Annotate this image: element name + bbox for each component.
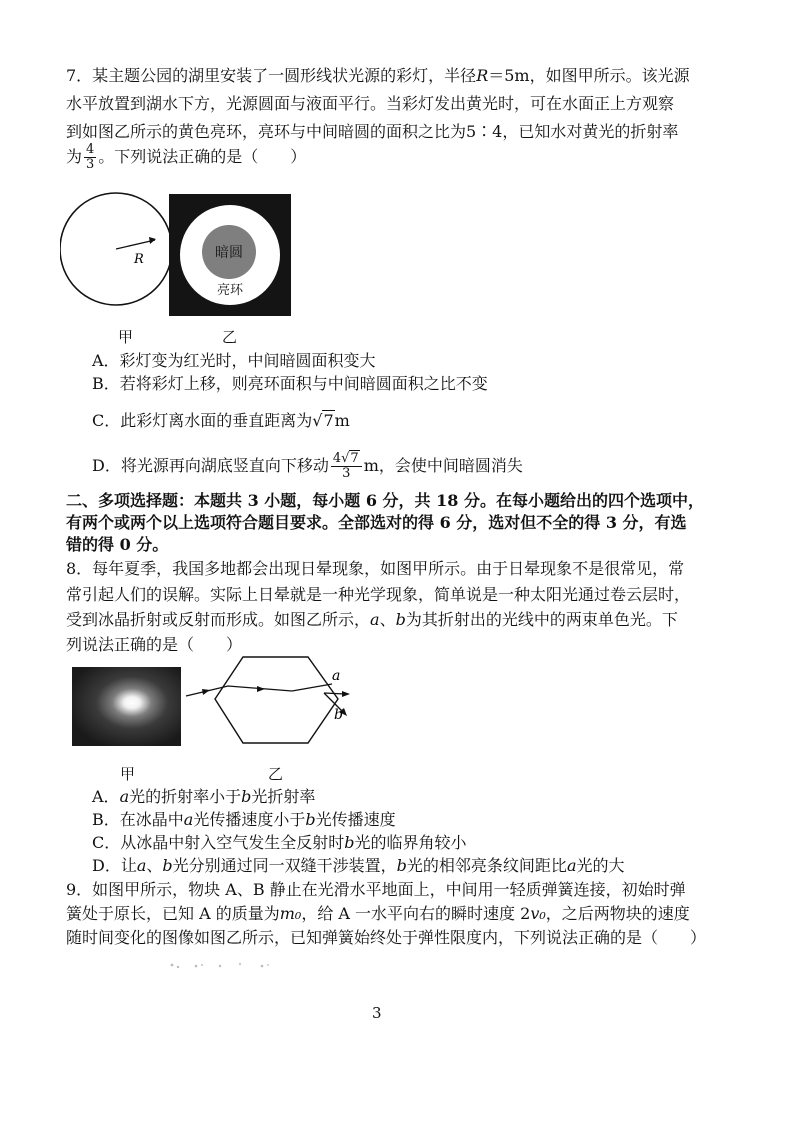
numerator-coefficient: 4 — [332, 451, 342, 466]
unit-m: m — [334, 411, 350, 430]
scan-artifact — [168, 958, 278, 972]
ray-arrowhead — [257, 686, 265, 692]
q8-option-text: 、 — [146, 856, 163, 875]
q7-figures — [60, 186, 310, 326]
ray-segment — [292, 684, 332, 691]
q8-option-text: A． — [92, 787, 120, 806]
q8-line-4: 列说法正确的是（ ） — [66, 635, 243, 654]
q8-line-1: 8．每年夏季，我国多地都会出现日晕现象，如图甲所示。由于日晕现象不是很常见，常 — [66, 559, 685, 578]
sqrt-radicand: 7 — [323, 411, 334, 430]
q8-caption-yi: 乙 — [268, 765, 284, 783]
ray-b-label: b — [334, 707, 343, 723]
q8-option-text: 光传播速度 — [315, 810, 396, 829]
q8-caption-jia: 甲 — [120, 765, 136, 783]
ray-a-label: a — [332, 668, 341, 684]
var-b: b — [241, 787, 252, 806]
incident-ray — [186, 686, 292, 696]
q8-option-text: 光的折射率小于 — [129, 787, 242, 806]
q7-option-c-text: C．此彩灯离水面的垂直距离为 — [92, 411, 313, 430]
sqrt-radicand: 7 — [350, 451, 359, 466]
q8-text: 为其折射出的光线中的两束单色光。下 — [405, 610, 678, 629]
q8-option-text: 光的临界角较小 — [354, 833, 467, 852]
var-b: b — [344, 833, 355, 852]
q9-text: ，给 A 一水平向右的瞬时速度 2 — [301, 904, 531, 923]
var-a: a — [566, 856, 577, 875]
q8-text: 、 — [379, 610, 396, 629]
q8-option-c — [92, 833, 467, 853]
q9-text: ，之后两物块的速度 — [545, 904, 690, 923]
q8-figures — [60, 655, 380, 760]
q8-line-3 — [66, 610, 678, 630]
var-b: b — [396, 856, 407, 875]
q7-radius-var: R — [476, 66, 489, 85]
var-b: b — [395, 610, 406, 629]
q8-option-text: D．让 — [92, 856, 137, 875]
var-a: a — [370, 610, 380, 629]
q8-option-text: B．在冰晶中 — [92, 810, 184, 829]
section2-line-2: 有两个或两个以上选项符合题目要求。全部选对的得 6 分，选对但不全的得 3 分，有选 — [66, 513, 687, 532]
q7-text: ＝5m，如图甲所示。该光源 — [488, 66, 690, 85]
ray-a-arrowhead — [342, 691, 350, 697]
q8-option-text: 光分别通过同一双缝干涉装置， — [172, 856, 397, 875]
sun-halo-photo — [72, 667, 181, 746]
q9-line-2 — [66, 904, 690, 924]
ice-crystal-hexagon — [215, 657, 341, 743]
velocity-v0: v₀ — [530, 904, 546, 923]
q8-option-d — [92, 856, 625, 876]
refractive-index-fraction — [84, 143, 96, 172]
q8-line-2: 常引起人们的误解。实际上日晕就是一种光学现象，简单说是一种太阳光通过卷云层时， — [66, 585, 691, 604]
fraction-denominator: 3 — [86, 157, 95, 172]
q9-line-1: 9．如图甲所示，物块 A、B 静止在光滑水平地面上，中间用一轻质弹簧连接，初始时弹 — [66, 880, 686, 899]
distance-fraction — [331, 452, 362, 481]
fraction-numerator: 4 — [86, 142, 95, 157]
section2-line-3: 错的得 0 分。 — [66, 535, 169, 554]
mass-m0: m₀ — [279, 904, 302, 923]
q7-text: 。下列说法正确的是（ ） — [98, 147, 307, 166]
q8-option-a — [92, 787, 315, 807]
q7-line-3: 到如图乙所示的黄色亮环，亮环与中间暗圆的面积之比为5∶4，已知水对黄光的折射率 — [66, 122, 679, 141]
radius-line — [116, 240, 155, 249]
q8-option-b — [92, 810, 396, 830]
q8-option-text: 光折射率 — [251, 787, 316, 806]
radius-label: R — [134, 252, 144, 267]
q7-option-c: C．此彩灯离水面的垂直距离为√7m — [92, 411, 350, 430]
q8-option-text: 光传播速度小于 — [193, 810, 306, 829]
bright-ring-label: 亮环 — [216, 283, 244, 298]
var-a: a — [119, 787, 130, 806]
q9-line-3: 随时间变化的图像如图乙所示，已知弹簧始终处于弹性限度内，下列说法正确的是（ ） — [66, 928, 707, 947]
ray-a — [324, 693, 345, 694]
q8-text: 受到冰晶折射或反射而形成。如图乙所示， — [66, 610, 371, 629]
dark-circle-label: 暗圆 — [215, 245, 243, 261]
q8-option-text: C．从冰晶中射入空气发生全反射时 — [92, 833, 345, 852]
section2-line-1: 二、多项选择题：本题共 3 小题，每小题 6 分，共 18 分。在每小题给出的四个选项中， — [66, 491, 704, 510]
q7-line-2: 水平放置到湖水下方，光源圆面与液面平行。当彩灯发出黄光时，可在水面正上方观察 — [66, 94, 675, 113]
q7-caption-yi: 乙 — [222, 328, 238, 346]
page-number: 3 — [372, 1004, 382, 1022]
q7-option-d-text: D．将光源再向湖底竖直向下移动 — [92, 456, 329, 475]
q7-option-d — [92, 452, 523, 481]
fraction-numerator: 4√7 — [331, 452, 362, 467]
q7-text: 7．某主题公园的湖里安装了一圆形线状光源的彩灯，半径 — [66, 66, 477, 85]
q9-text: 簧处于原长，已知 A 的质量为 — [66, 904, 280, 923]
fraction-denominator: 3 — [342, 466, 351, 481]
q7-text: 为 — [66, 147, 83, 166]
var-b: b — [162, 856, 173, 875]
var-b: b — [305, 810, 316, 829]
q8-option-text: 光的相邻亮条纹间距比 — [406, 856, 567, 875]
q8-option-text: 光的大 — [576, 856, 625, 875]
q7-option-b: B．若将彩灯上移，则亮环面积与中间暗圆面积之比不变 — [92, 374, 488, 393]
q7-option-d-text: m，会使中间暗圆消失 — [363, 456, 523, 475]
var-a: a — [183, 810, 194, 829]
var-a: a — [136, 856, 147, 875]
q7-caption-jia: 甲 — [118, 328, 134, 346]
q7-line-1 — [66, 66, 690, 86]
q7-option-a: A．彩灯变为红光时，中间暗圆面积变大 — [92, 351, 376, 370]
q7-line-4 — [66, 143, 306, 172]
ray-arrowhead — [202, 689, 210, 695]
